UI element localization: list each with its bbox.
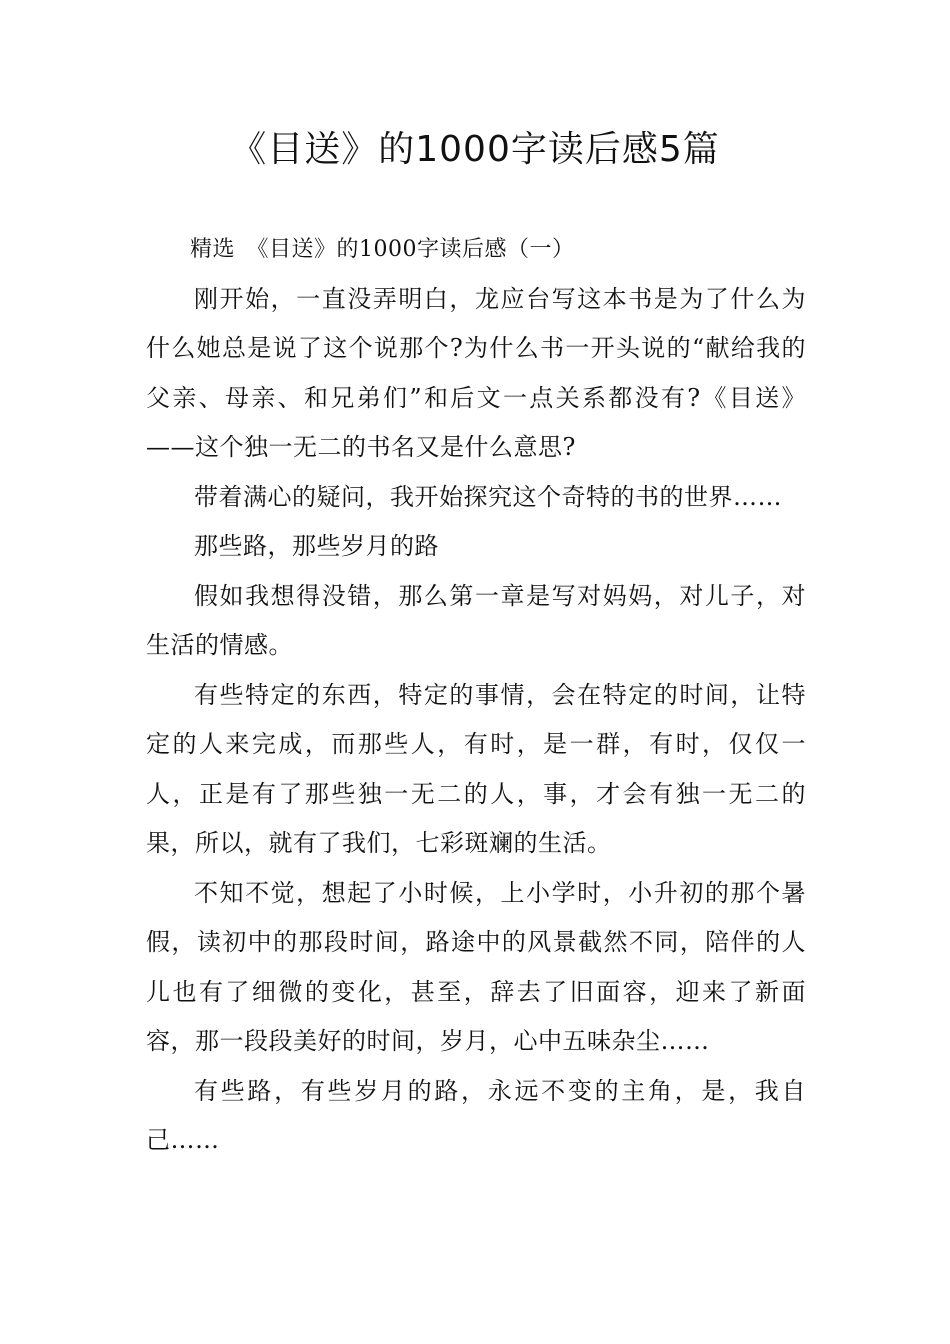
- paragraph: 刚开始，一直没弄明白，龙应台写这本书是为了什么为什么她总是说了这个说那个?为什么书一开头说的“献给我的父亲、母亲、和兄弟们”和后文一点关系都没有?《目送》——这个独一无二的书名又是什么意思?: [146, 284, 806, 461]
- document-body: [146, 225, 806, 1166]
- paragraph: 有些路，有些岁月的路，永远不变的主角，是，我自己……: [146, 1076, 806, 1154]
- section-heading: 精选 《目送》的1000字读后感（一）: [190, 237, 575, 262]
- paragraph: 那些路，那些岁月的路: [194, 532, 439, 560]
- paragraph: 假如我想得没错，那么第一章是写对妈妈，对儿子，对生活的情感。: [146, 581, 806, 659]
- paragraph: 带着满心的疑问，我开始探究这个奇特的书的世界……: [194, 482, 782, 511]
- paragraph: 不知不觉，想起了小时候，上小学时，小升初的那个暑假，读初中的那段时间，路途中的风景截然不同，陪伴的人儿也有了细微的变化，甚至，辞去了旧面容，迎来了新面容，那一段段美好的时间，岁月，心中五味杂尘……: [146, 878, 806, 1055]
- document-title: 《目送》的1000字读后感5篇: [230, 129, 720, 170]
- paragraph: 有些特定的东西，特定的事情，会在特定的时间，让特定的人来完成，而那些人，有时，是一群，有时，仅仅一人，正是有了那些独一无二的人，事，才会有独一无二的果，所以，就有了我们，七彩斑斓的生活。: [146, 680, 806, 857]
